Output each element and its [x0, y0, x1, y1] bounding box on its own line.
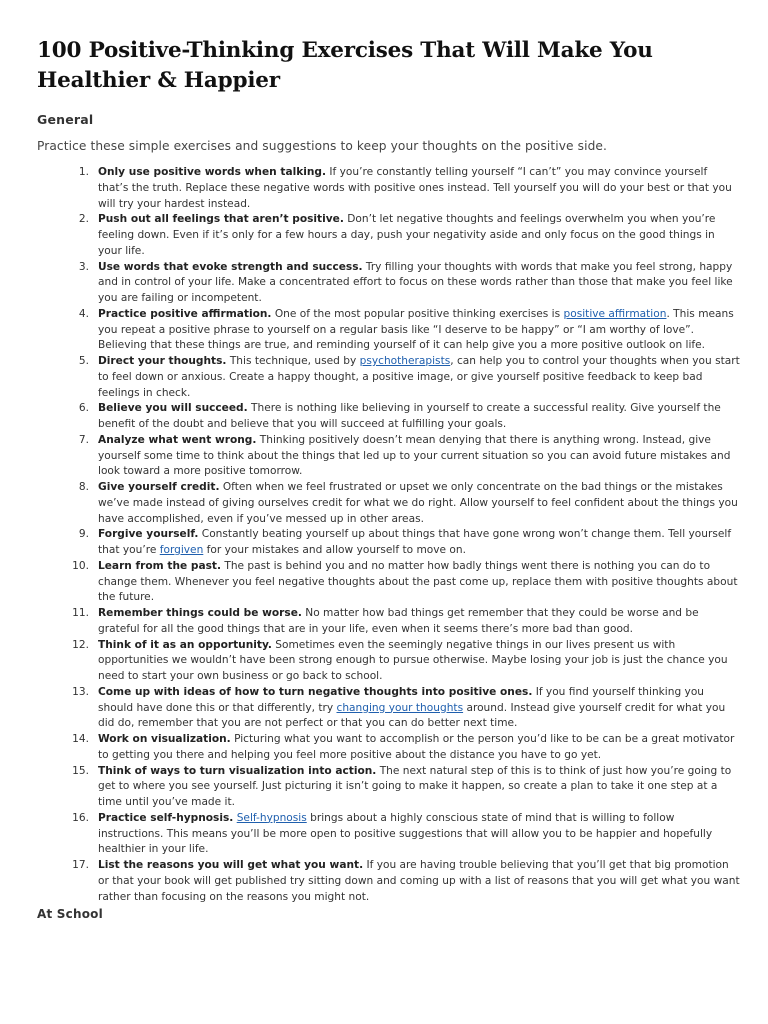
list-item-text: Picturing what you want to accomplish or the person you’d like to be can be a great motivator to getting you there and helping you feel more positive about the distance you have to go yet.	[98, 733, 735, 761]
list-item-number: 14.	[72, 733, 89, 745]
list-item-text: Try filling your thoughts with words that make you feel strong, happy and in control of your life. Make a concentrated effort to focus on these words rather than those that make you feel like you are failing or incompetent.	[98, 260, 733, 304]
list-item-lead: Direct your thoughts.	[98, 355, 227, 367]
list-item-lead: Give yourself credit.	[98, 481, 220, 493]
list-item-lead: Work on visualization.	[98, 733, 231, 745]
list-item-number: 11.	[72, 607, 89, 619]
section-heading-at-school: At School	[37, 907, 103, 922]
list-item	[37, 260, 740, 307]
list-item-lead: Learn from the past.	[98, 559, 221, 572]
list-item	[37, 307, 740, 354]
list-item-text: If you are having trouble believing that you’ll get that big promotion or that your book will get published try sitting down and coming up with a list of reasons that you will get what you want rather than focusing on the reasons you might not.	[98, 859, 740, 903]
list-item	[37, 401, 740, 433]
list-item	[37, 165, 740, 212]
list-item-text: around. Instead give yourself credit for what you did do, remember that you are not perfect or that you can do better next time.	[98, 701, 726, 730]
inline-link[interactable]: psychotherapists	[359, 355, 451, 367]
list-item-text: Often when we feel frustrated or upset we only concentrate on the bad things or the mistakes we’ve made instead of giving ourselves credit for what we do right. Allow yourself to feel confident about the things you have accomplished, even if you’ve messed up in other areas.	[98, 481, 738, 525]
exercise-list	[37, 165, 740, 905]
list-item	[37, 606, 740, 638]
list-item-number: 6.	[78, 402, 89, 415]
list-item-text: , can help you to control your thoughts when you start to feel down or anxious. Create a happy thought, a positive image, or give yourself positive feedback to keep bad feelings in check.	[98, 355, 740, 399]
list-item-number: 17.	[72, 859, 89, 871]
list-item-number: 9.	[78, 528, 89, 541]
list-item	[37, 480, 740, 527]
list-item-number: 4.	[78, 307, 89, 320]
list-item-lead: Push out all feelings that aren’t positive.	[98, 213, 344, 226]
list-item-lead: Use words that evoke strength and success.	[98, 260, 363, 273]
list-item-number: 2.	[78, 213, 89, 226]
list-item	[37, 354, 740, 401]
intro-paragraph: Practice these simple exercises and suggestions to keep your thoughts on the positive side.	[37, 139, 607, 153]
list-item-number: 3.	[78, 260, 89, 273]
list-item-text: for your mistakes and allow yourself to move on.	[203, 544, 466, 556]
list-item-text: The past is behind you and no matter how badly things went there is nothing you can do to change them. Whenever you feel negative thoughts about the past come up, replace them with positive thoughts about the future.	[98, 559, 738, 604]
list-item	[37, 764, 740, 811]
list-item-lead: List the reasons you will get what you want.	[98, 859, 364, 871]
list-item	[37, 433, 740, 480]
list-item-text: . This means you repeat a positive phrase to yourself on a regular basis like “I deserve to be happy” or “I am worthy of love”. Believing that these things are true, and reminding yourself of it can help give you a more positive outlook on life.	[98, 307, 734, 352]
inline-link[interactable]: forgiven	[159, 544, 204, 556]
inline-link[interactable]: Self-hypnosis	[236, 811, 307, 824]
page-title: 100 Positive-Thinking Exercises That Will Make You Healthier & Happier	[37, 38, 653, 93]
list-item-text: This technique, used by	[226, 355, 360, 367]
list-item	[37, 811, 740, 858]
list-item-lead: Think of it as an opportunity.	[98, 638, 272, 651]
list-item-number: 7.	[78, 433, 89, 446]
list-item	[37, 685, 740, 732]
list-item-number: 10.	[72, 559, 89, 572]
list-item-lead: Come up with ideas of how to turn negative thoughts into positive ones.	[98, 685, 533, 698]
list-item-number: 16.	[72, 811, 89, 824]
list-item	[37, 858, 740, 905]
list-item-number: 12.	[72, 638, 89, 651]
list-item-text: Don’t let negative thoughts and feelings overwhelm you when you’re feeling down. Even if it’s only for a few hours a day, push your negativity aside and only focus on the good things in your life.	[98, 213, 716, 257]
list-item-number: 13.	[72, 685, 89, 698]
list-item-lead: Believe you will succeed.	[98, 402, 248, 415]
list-item	[37, 212, 740, 259]
list-item	[37, 638, 740, 685]
list-item-lead: Forgive yourself.	[98, 528, 199, 541]
section-heading-general: General	[37, 112, 94, 127]
list-item-text: The next natural step of this is to think of just how you’re going to get to where you see yourself. Just picturing it isn’t going to make it happen, so create a plan to take it one step at a time until you’ve made it.	[98, 764, 732, 808]
list-item-lead: Remember things could be worse.	[98, 607, 302, 619]
list-item-text: If you’re constantly telling yourself “I can’t” you may convince yourself that’s the truth. Replace these negative words with positive ones instead. Tell yourself you will do your best or that you will try your hardest instead.	[98, 166, 732, 210]
list-item-number: 1.	[78, 166, 89, 178]
list-item-text: No matter how bad things get remember that they could be worse and be grateful for all the good things that are in your life, even when it seems there’s more bad than good.	[98, 607, 699, 635]
list-item-lead: Analyze what went wrong.	[98, 433, 257, 446]
list-item	[37, 559, 740, 606]
inline-link[interactable]: changing your thoughts	[336, 701, 464, 714]
list-item-text: There is nothing like believing in yourself to create a successful reality. Give yourself the benefit of the doubt and believe that you will succeed at fulfilling your goals.	[98, 402, 721, 430]
list-item-lead: Think of ways to turn visualization into action.	[98, 764, 377, 777]
list-item-text: Thinking positively doesn’t mean denying that there is anything wrong. Instead, give yourself some time to think about the things that led up to your current situation so you can avoid future mistakes and look toward a more positive tomorrow.	[98, 433, 731, 478]
list-item	[37, 527, 740, 559]
list-item-number: 8.	[78, 481, 89, 493]
list-item-text: brings about a highly conscious state of mind that is willing to follow instructions. This means you’ll be more open to positive suggestions that will allow you to be happier and hopefully healthier in your life.	[98, 811, 713, 856]
list-item-number: 5.	[78, 355, 89, 367]
list-item-lead: Practice self-hypnosis.	[98, 811, 234, 824]
list-item-lead: Practice positive affirmation.	[98, 307, 272, 320]
list-item-text: One of the most popular positive thinking exercises is	[271, 307, 564, 320]
list-item-text: Constantly beating yourself up about things that have gone wrong won’t change them. Tell yourself that you’re	[98, 528, 732, 556]
list-item	[37, 732, 740, 764]
list-item-lead: Only use positive words when talking.	[98, 166, 327, 178]
list-item-text: Sometimes even the seemingly negative things in our lives present us with opportunities we wouldn’t have been strong enough to pursue otherwise. Maybe losing your job is just the chance you need to start your own business or go back to school.	[98, 638, 728, 682]
list-item-number: 15.	[72, 764, 89, 777]
inline-link[interactable]: positive affirmation	[563, 307, 667, 320]
list-item-text: If you find yourself thinking you should have done this or that differently, try	[98, 685, 705, 714]
